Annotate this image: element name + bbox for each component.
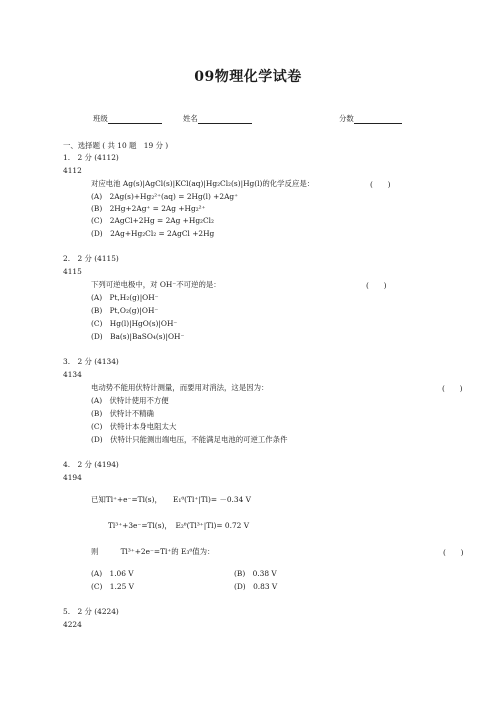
name-blank	[198, 114, 252, 124]
question-2-head: 2. 2 分 (4115)	[63, 254, 119, 263]
name-label: 姓名	[183, 114, 198, 123]
question-2-code: 4115	[63, 267, 82, 276]
question-4-code: 4194	[63, 473, 82, 482]
question-2-option-a: (A) Pt,H₂(g)|OH⁻	[91, 293, 159, 302]
question-4-option-a: (A) 1.06 V	[91, 569, 134, 578]
question-2-option-b: (B) Pt,O₂(g)|OH⁻	[91, 306, 159, 315]
class-blank	[108, 114, 162, 124]
question-1-answer-paren: ( )	[370, 180, 391, 189]
score-label: 分数	[339, 114, 354, 123]
question-1-option-d: (D) 2Ag+Hg₂Cl₂ = 2AgCl +2Hg	[91, 229, 215, 238]
question-3-option-b: (B) 伏特计不精确	[91, 409, 154, 418]
question-5-head: 5. 2 分 (4224)	[63, 607, 119, 616]
question-4-known-1: 已知Tl⁺+e⁻=Tl(s)， E₁ᶿ(Tl⁺|Tl)= －0.34 V	[91, 495, 251, 504]
question-4-option-b: (B) 0.38 V	[234, 569, 277, 578]
question-3-option-a: (A) 伏特计使用不方便	[91, 396, 169, 405]
question-1-option-a: (A) 2Ag(s)+Hg₂²⁺(aq) = 2Hg(l) +2Ag⁺	[91, 192, 239, 201]
name-field	[183, 114, 252, 124]
question-4-head: 4. 2 分 (4194)	[63, 460, 119, 469]
question-1-head: 1. 2 分 (4112)	[63, 153, 119, 162]
score-blank	[354, 114, 402, 124]
question-2-option-d: (D) Ba(s)|BaSO₄(s)|OH⁻	[91, 332, 185, 341]
question-1-option-b: (B) 2Hg+2Ag⁺ = 2Ag +Hg₂²⁺	[91, 204, 206, 213]
question-1-option-c: (C) 2AgCl+2Hg = 2Ag +Hg₂Cl₂	[91, 216, 214, 225]
question-5-code: 4224	[63, 620, 82, 629]
question-3-option-d: (D) 伏特计只能测出端电压，不能满足电池的可逆工作条件	[91, 435, 288, 444]
question-4-answer-paren: ( )	[443, 548, 464, 557]
question-3-stem: 电动势不能用伏特计测量，而要用对消法，这是因为：	[91, 383, 269, 392]
question-2-stem: 下列可逆电极中，对 OH⁻不可逆的是：	[91, 280, 221, 289]
question-3-head: 3. 2 分 (4134)	[63, 357, 119, 366]
question-1-code: 4112	[63, 166, 82, 175]
question-4-known-2: Tl³⁺+3e⁻=Tl(s)， E₂ᶿ(Tl³⁺|Tl)= 0.72 V	[108, 521, 250, 530]
question-3-option-c: (C) 伏特计本身电阻太大	[91, 422, 177, 431]
class-label: 班级	[93, 114, 108, 123]
section-heading: 一、选择题 ( 共 10 题 19 分 )	[63, 141, 169, 150]
question-4-option-c: (C) 1.25 V	[91, 582, 134, 591]
question-4-option-d: (D) 0.83 V	[234, 582, 278, 591]
score-field	[339, 114, 402, 124]
question-4-then: 则 Tl³⁺+2e⁻=Tl⁺的 E₃ᶿ值为：	[91, 547, 215, 556]
page-title: 09物理化学试卷	[194, 69, 302, 85]
question-3-answer-paren: ( )	[442, 384, 463, 393]
question-1-stem: 对应电池 Ag(s)|AgCl(s)|KCl(aq)|Hg₂Cl₂(s)|Hg(l)的化学反应是：	[91, 179, 315, 188]
class-field	[93, 114, 162, 124]
question-2-option-c: (C) Hg(l)|HgO(s)|OH⁻	[91, 319, 178, 328]
question-2-answer-paren: ( )	[366, 281, 387, 290]
question-3-code: 4134	[63, 370, 82, 379]
